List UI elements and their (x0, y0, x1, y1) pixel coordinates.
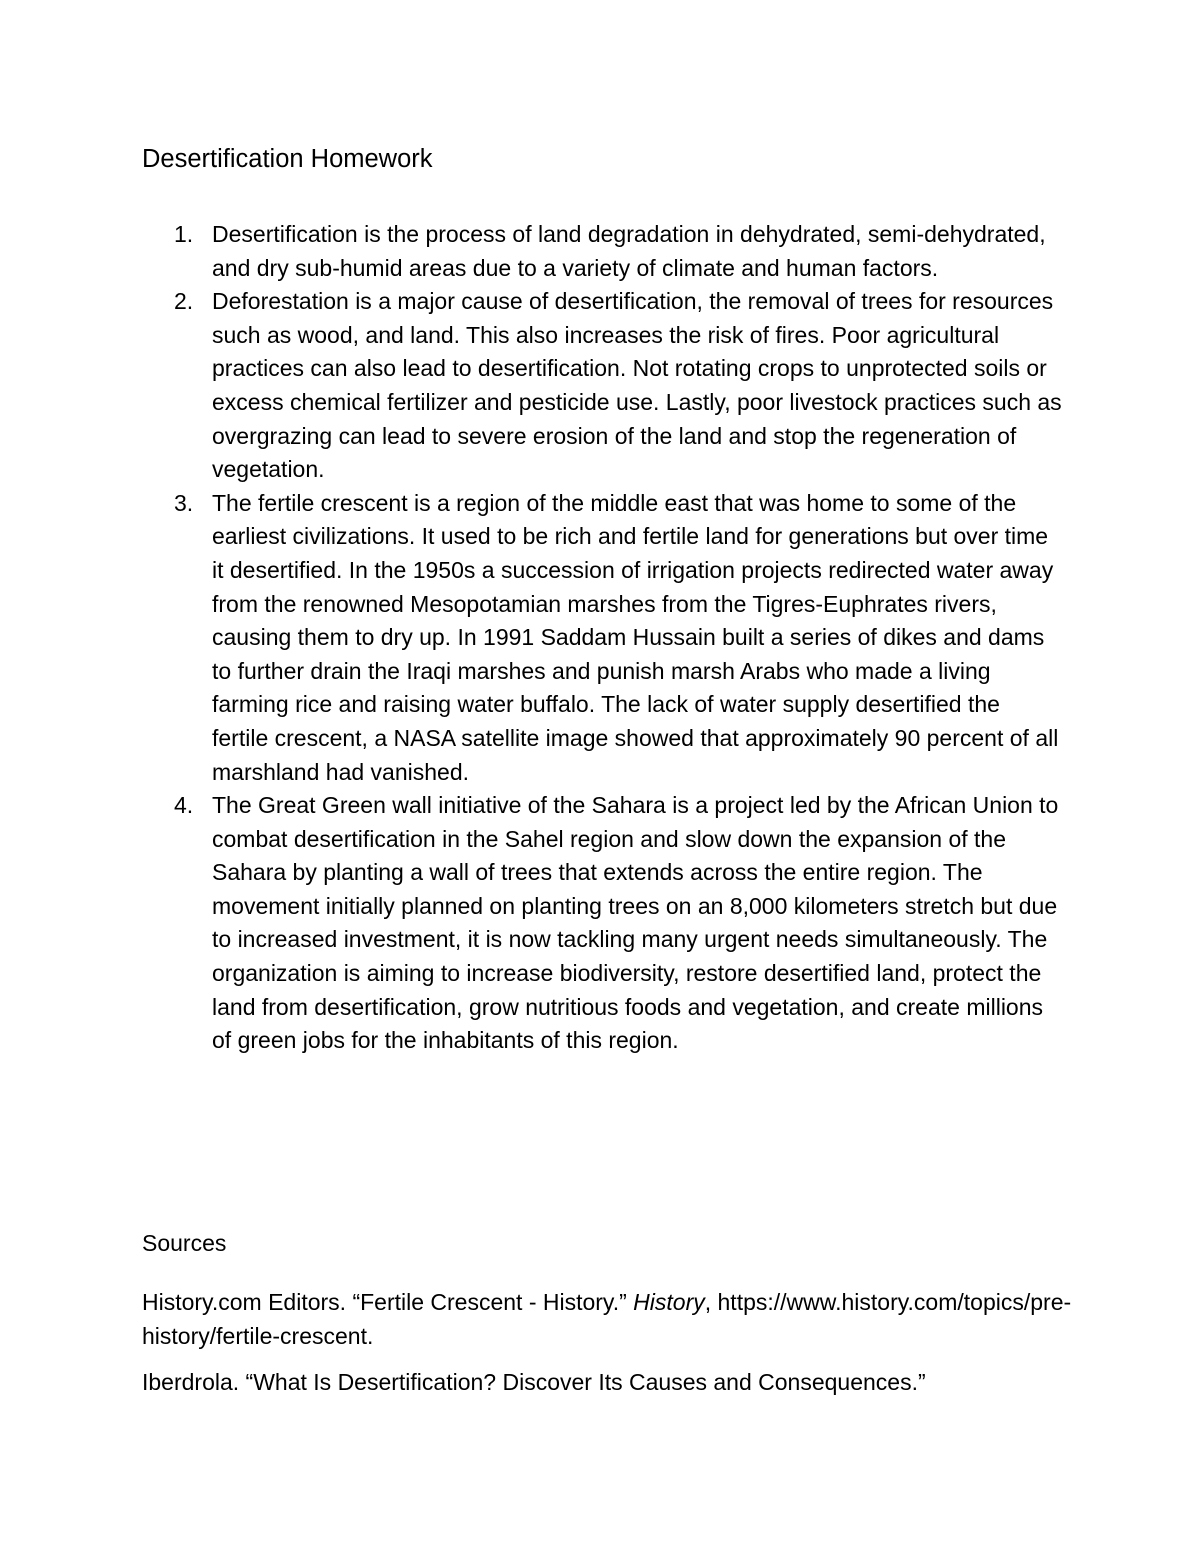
sources-heading: Sources (142, 1230, 227, 1256)
list-item (142, 218, 1062, 285)
list-item (142, 285, 1062, 487)
list-item-text: Desertification is the process of land degradation in dehydrated, semi-dehydrated, and dry sub-humid areas due to a variety of climate and human factors. (212, 221, 1046, 281)
citation-text: History.com Editors. “Fertile Crescent - History.” (142, 1289, 634, 1315)
list-item (142, 487, 1062, 789)
citation-text: Iberdrola. “What Is Desertification? Discover Its Causes and Consequences.” (142, 1369, 926, 1395)
document-title: Desertification Homework (142, 145, 433, 173)
list-item-number: 4. (174, 792, 194, 819)
citation-url: , https://www.history.com/topics/pre-history/fertile-crescent. (142, 1289, 1072, 1349)
citation-publication: History (633, 1289, 705, 1315)
citation (142, 1286, 1082, 1353)
list-item-text: The fertile crescent is a region of the middle east that was home to some of the earliest civilizations. It used to be rich and fertile land for generations but over time it desertified. In the 1950s a succession of irrigation projects redirected water away from the renowned Mesopotamian marshes from the Tigres-Euphrates rivers, causing them to dry up. In 1991 Saddam Hussain built a series of dikes and dams to further drain the Iraqi marshes and punish marsh Arabs who made a living farming rice and raising water buffalo. The lack of water supply desertified the fertile crescent, a NASA satellite image showed that approximately 90 percent of all marshland had vanished. (212, 489, 1059, 785)
answer-list (142, 218, 1062, 1058)
list-item-text: Deforestation is a major cause of desertification, the removal of trees for resources such as wood, and land. This also increases the risk of fires. Poor agricultural practices can also lead to desertification. Not rotating crops to unprotected soils or excess chemical fertilizer and pesticide use. Lastly, poor livestock practices such as overgrazing can lead to severe erosion of the land and stop the regeneration of vegetation. (212, 288, 1062, 483)
list-item-number: 2. (174, 288, 194, 315)
list-item-number: 1. (174, 221, 194, 247)
list-item-number: 3. (174, 489, 194, 516)
citation (142, 1366, 1082, 1400)
list-item-text: The Great Green wall initiative of the Sahara is a project led by the African Union to combat desertification in the Sahel region and slow down the expansion of the Sahara by planting a wall of trees that extends across the entire region. The movement initially planned on planting trees on an 8,000 kilometers stretch but due to increased investment, it is now tackling many urgent needs simultaneously. The organization is aiming to increase biodiversity, restore desertified land, protect the land from desertification, grow nutritious foods and vegetation, and create millions of green jobs for the inhabitants of this region. (212, 792, 1059, 1054)
list-item (142, 789, 1062, 1058)
